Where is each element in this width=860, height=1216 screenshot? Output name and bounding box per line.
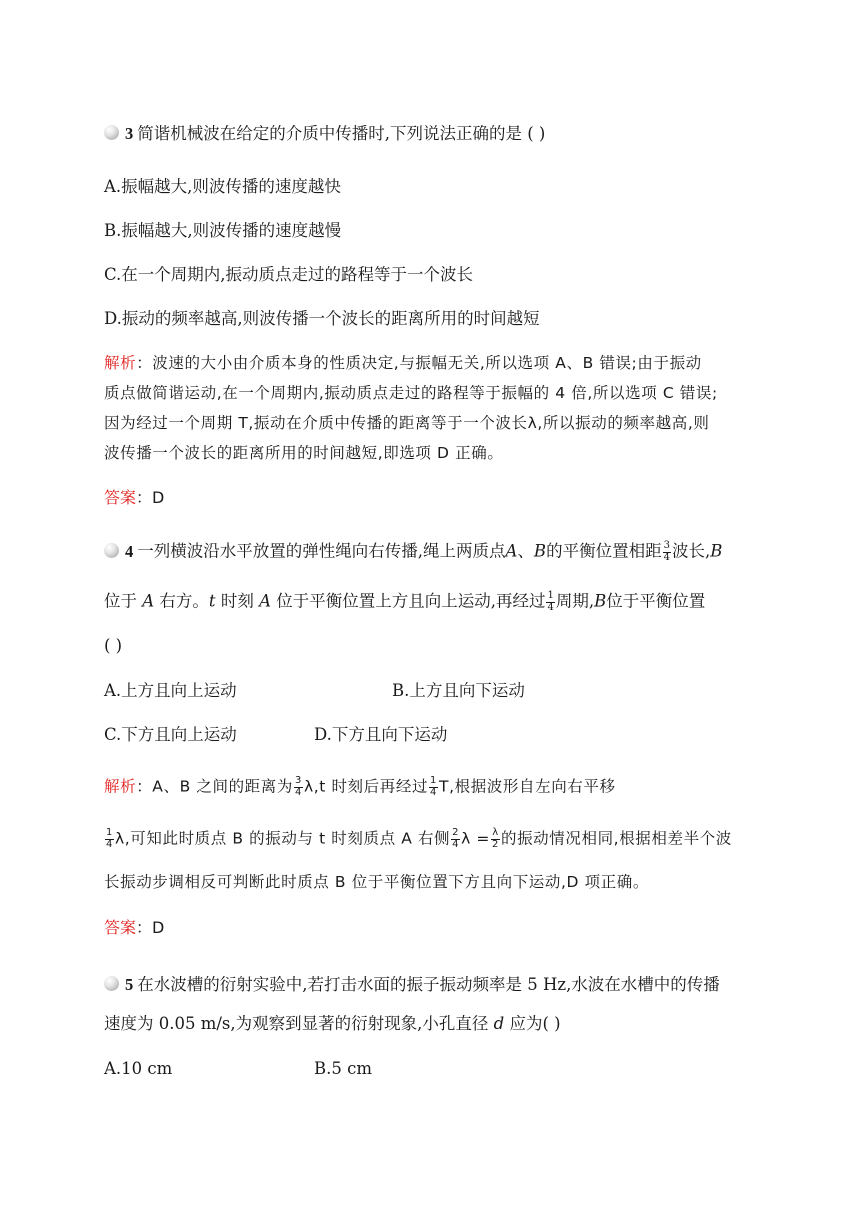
stem-text: 位于平衡位置上方且向上运动,再经过 [276, 591, 546, 611]
q4-option-d: D.下方且向下运动 [314, 725, 448, 744]
point-b: B [533, 541, 547, 561]
diameter-d: d [493, 1014, 505, 1033]
analysis-text: 的振动情况相同,根据相差半个波 [500, 829, 732, 848]
q4-option-a: A.上方且向上运动 [104, 681, 237, 700]
q3-analysis-line-3: 因为经过一个周期 T,振动在介质中传播的距离等于一个波长λ,所以振动的频率越高,则 [104, 414, 710, 432]
point-b: B [710, 541, 723, 561]
question-number: 4 [125, 541, 134, 561]
question-4-stem-line-1 [104, 541, 722, 563]
q4-answer [104, 918, 164, 937]
question-5-stem-line-2 [104, 1014, 561, 1034]
stem-text: 位于 [104, 591, 137, 611]
analysis-text: λ,可知此时质点 B 的振动与 t 时刻质点 A 右侧 [114, 829, 451, 848]
q3-analysis-line-4: 波传播一个波长的距离所用的时间越短,即选项 D 正确。 [104, 444, 504, 462]
point-a: A [142, 591, 155, 611]
q3-option-d: D.振动的频率越高,则波传播一个波长的距离所用的时间越短 [104, 309, 540, 328]
q3-option-b: B.振幅越大,则波传播的速度越慢 [104, 221, 342, 240]
stem-text: 速度为 0.05 m/s,为观察到显著的衍射现象,小孔直径 [104, 1014, 489, 1033]
question-number: 5 [125, 975, 134, 994]
fraction-one-quarter: $\frac{1}{4}$ [547, 590, 554, 613]
stem-text: 右方。 [159, 591, 209, 611]
analysis-label: 解析 [104, 777, 137, 796]
fraction: $\frac{\lambda}{2}$ [492, 827, 499, 850]
q3-analysis-line-2: 质点做简谐运动,在一个周期内,振动质点走过的路程等于振幅的 4 倍,所以选项 C 错误; [104, 384, 718, 402]
time-t: t [208, 591, 216, 611]
question-5-stem-line-1 [104, 975, 720, 995]
stem-text: 一列横波沿水平放置的弹性绳向右传播,绳上两质点 [137, 541, 506, 561]
analysis-label: 解析 [104, 354, 137, 372]
answer-value: ：D [136, 918, 165, 937]
stem-text: 的平衡位置相距 [546, 541, 662, 561]
question-4-paren: ( ) [104, 636, 123, 655]
fraction: $\frac{2}{4}$ [452, 827, 460, 850]
stem-text: 位于平衡位置 [606, 591, 706, 611]
question-bullet-icon [104, 976, 119, 991]
q4-option-b: B.上方且向下运动 [392, 681, 525, 700]
fraction: $\frac{1}{4}$ [430, 775, 438, 798]
q5-option-b: B.5 cm [314, 1059, 372, 1078]
answer-label: 答案 [104, 488, 137, 507]
q4-analysis-line-2 [104, 828, 732, 850]
stem-text: 周期, [555, 591, 595, 611]
answer-value: ：D [136, 488, 165, 507]
question-4-stem-line-2 [104, 591, 705, 613]
analysis-text: λ,t 时刻后再经过 [303, 777, 429, 796]
stem-text: 时刻 [220, 591, 254, 611]
analysis-text: ：A、B 之间的距离为 [136, 777, 293, 796]
stem-text: 应为( ) [509, 1014, 561, 1033]
question-bullet-icon [104, 125, 119, 140]
point-a: A [505, 541, 518, 561]
analysis-text: λ = [461, 829, 491, 848]
question-bullet-icon [104, 543, 119, 558]
question-3-stem [104, 124, 545, 144]
stem-text: 在水波槽的衍射实验中,若打击水面的振子振动频率是 5 Hz,水波在水槽中的传播 [137, 975, 720, 994]
q4-option-c: C.下方且向上运动 [104, 725, 237, 744]
fraction: $\frac{3}{4}$ [294, 775, 302, 798]
q4-analysis-line-1 [104, 776, 616, 798]
q3-answer [104, 488, 164, 507]
separator: 、 [517, 541, 534, 561]
analysis-text: T,根据波形自左向右平移 [439, 777, 616, 796]
q5-option-a: A.10 cm [104, 1059, 173, 1078]
question-number: 3 [125, 124, 134, 143]
question-text: 简谐机械波在给定的介质中传播时,下列说法正确的是 ( ) [137, 124, 546, 143]
answer-label: 答案 [104, 918, 137, 937]
q3-option-a: A.振幅越大,则波传播的速度越快 [104, 177, 341, 196]
point-b: B [594, 591, 607, 611]
q3-analysis-line-1 [104, 354, 702, 373]
analysis-text: ：波速的大小由介质本身的性质决定,与振幅无关,所以选项 A、B 错误;由于振动 [136, 354, 702, 372]
q3-option-c: C.在一个周期内,振动质点走过的路程等于一个波长 [104, 265, 474, 284]
fraction-three-quarters: $\frac{3}{4}$ [663, 540, 670, 563]
point-a: A [259, 591, 271, 611]
fraction: $\frac{1}{4}$ [106, 827, 113, 850]
q4-analysis-line-3: 长振动步调相反可判断此时质点 B 位于平衡位置下方且向下运动,D 项正确。 [104, 873, 649, 891]
stem-text: 波长, [671, 541, 711, 561]
